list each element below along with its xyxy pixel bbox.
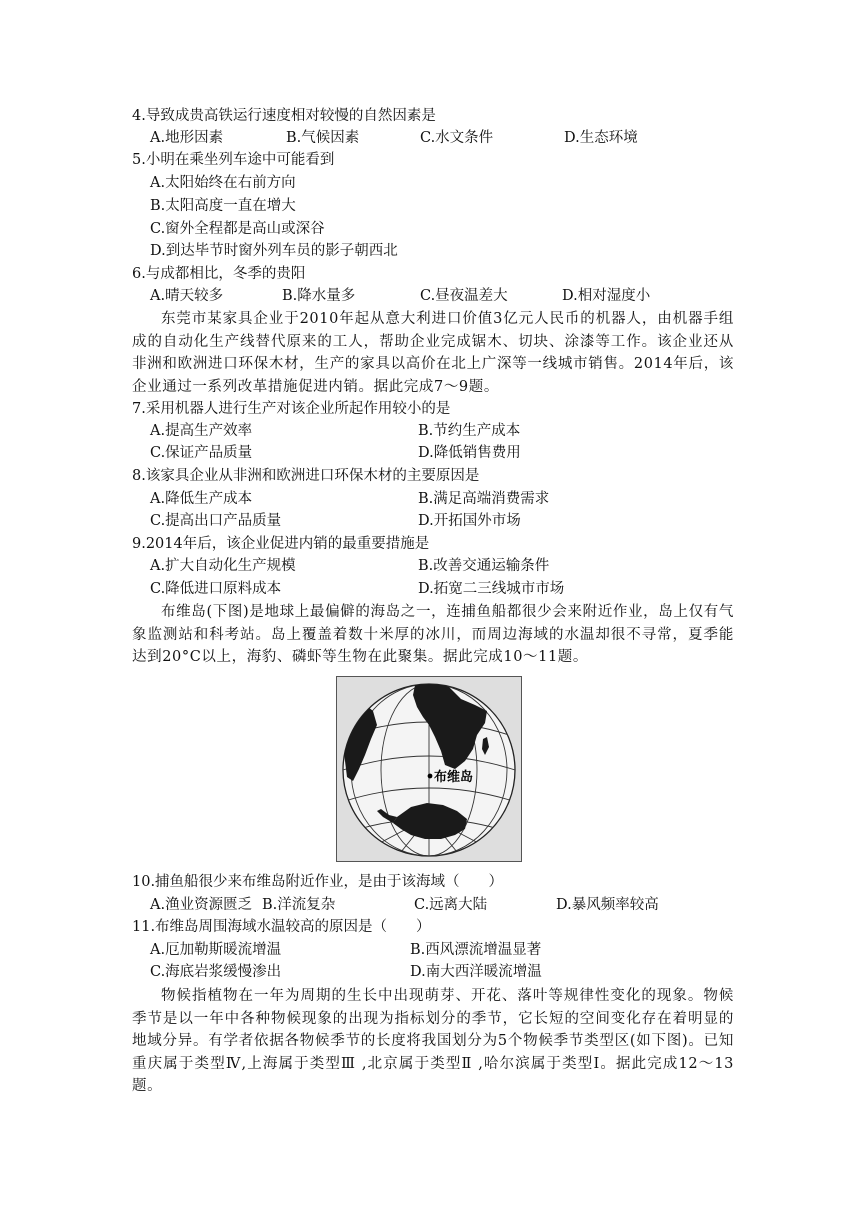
- q11-option-c: C.海底岩浆缓慢渗出: [150, 964, 282, 980]
- q7-option-d: D.降低销售费用: [418, 445, 521, 461]
- bouvet-island-dot: [428, 774, 433, 779]
- q7-option-a: A.提高生产效率: [150, 423, 253, 439]
- q5-stem: 5.小明在乘坐列车途中可能看到: [132, 152, 335, 168]
- q9-option-c: C.降低进口原料成本: [150, 581, 282, 597]
- bouvet-island-label: 布维岛: [434, 770, 474, 785]
- q5-option-d: D.到达毕节时窗外列车员的影子朝西北: [150, 243, 398, 259]
- q4-option-b: B.气候因素: [286, 130, 360, 146]
- q6-option-a: A.晴天较多: [150, 288, 224, 304]
- q8-option-c: C.提高出口产品质量: [150, 513, 282, 529]
- q9-option-b: B.改善交通运输条件: [418, 558, 550, 574]
- q11-stem: 11.布维岛周围海域水温较高的原因是（ ）: [132, 919, 431, 935]
- q8-option-a: A.降低生产成本: [150, 491, 253, 507]
- q10-option-b: B.洋流复杂: [262, 897, 336, 913]
- q6-option-d: D.相对湿度小: [562, 288, 651, 304]
- q5-option-c: C.窗外全程都是高山或深谷: [150, 221, 325, 237]
- q11-option-d: D.南大西洋暖流增温: [410, 964, 542, 980]
- q4-option-c: C.水文条件: [420, 130, 494, 146]
- q4-option-a: A.地形因素: [150, 130, 224, 146]
- q11-option-b: B.西风漂流增温显著: [410, 942, 542, 958]
- q6-option-c: C.昼夜温差大: [420, 288, 508, 304]
- passage-phenology: 物候指植物在一年为周期的生长中出现萌芽、开花、落叶等规律性变化的现象。物候季节是以一年中各种物候现象的出现为指标划分的季节，它长短的空间变化存在着明显的地域分异。有学者依据各物候季节的长度将我国划分为5个物候季节类型区(如下图)。已知重庆属于类型Ⅳ,上海属于类型Ⅲ ,北京属于类型Ⅱ ,哈尔滨属于类型Ⅰ。据此完成12～13题。: [132, 988, 734, 1094]
- q7-option-b: B.节约生产成本: [418, 423, 521, 439]
- q9-option-a: A.扩大自动化生产规模: [150, 558, 296, 574]
- passage-bouvet: 布维岛(下图)是地球上最偏僻的海岛之一，连捕鱼船都很少会来附近作业，岛上仅有气象监测站和科考站。岛上覆盖着数十米厚的冰川，而周边海域的水温却很不寻常，夏季能达到20°C以上，海豹、磷虾等生物在此聚集。据此完成10～11题。: [132, 604, 734, 665]
- q8-option-d: D.开拓国外市场: [418, 513, 521, 529]
- q9-stem: 9.2014年后，该企业促进内销的最重要措施是: [132, 536, 430, 552]
- q6-option-b: B.降水量多: [282, 288, 356, 304]
- q7-stem: 7.采用机器人进行生产对该企业所起作用较小的是: [132, 401, 451, 417]
- q9-option-d: D.拓宽二三线城市市场: [418, 581, 565, 597]
- q4-stem: 4.导致成贵高铁运行速度相对较慢的自然因素是: [132, 108, 436, 124]
- passage-furniture: 东莞市某家具企业于2010年起从意大利进口价值3亿元人民币的机器人，由机器手组成的自动化生产线替代原来的工人，帮助企业完成锯木、切块、涂漆等工作。该企业还从非洲和欧洲进口环保木材，生产的家具以高价在北上广深等一线城市销售。2014年后，该企业通过一系列改革措施促进内销。据此完成7～9题。: [132, 311, 734, 395]
- q7-option-c: C.保证产品质量: [150, 445, 253, 461]
- q10-option-a: A.渔业资源匮乏: [150, 897, 253, 913]
- q6-stem: 6.与成都相比，冬季的贵阳: [132, 266, 306, 282]
- q10-stem: 10.捕鱼船很少来布维岛附近作业，是由于该海域（ ）: [132, 874, 504, 890]
- q8-option-b: B.满足高端消费需求: [418, 491, 550, 507]
- bouvet-globe-map: [336, 676, 522, 862]
- q11-option-a: A.厄加勒斯暖流增温: [150, 942, 282, 958]
- globe-svg: [337, 677, 521, 861]
- q10-option-d: D.暴风频率较高: [556, 897, 659, 913]
- q10-option-c: C.远离大陆: [414, 897, 488, 913]
- q5-option-b: B.太阳高度一直在增大: [150, 198, 296, 214]
- q8-stem: 8.该家具企业从非洲和欧洲进口环保木材的主要原因是: [132, 468, 480, 484]
- q4-option-d: D.生态环境: [564, 130, 638, 146]
- q5-option-a: A.太阳始终在右前方向: [150, 175, 296, 191]
